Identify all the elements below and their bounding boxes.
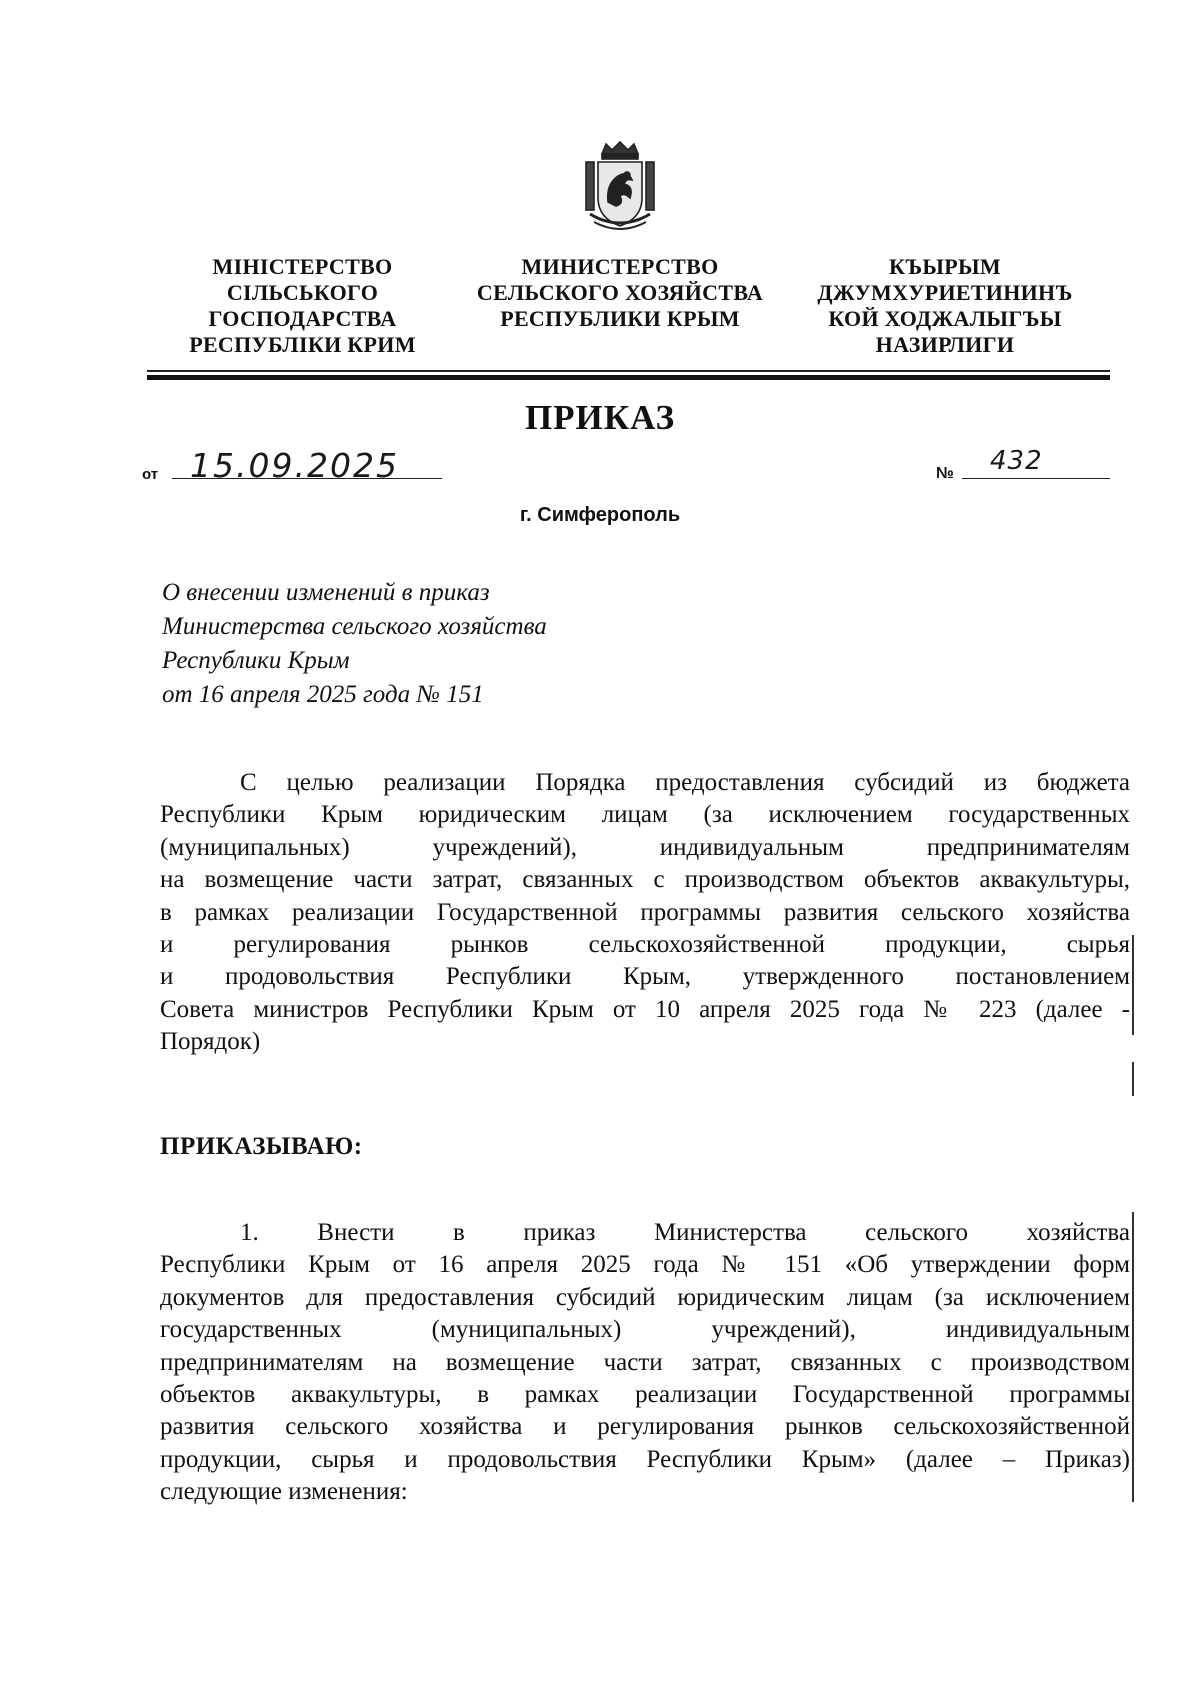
paragraph-line: 1. Внести в приказ Министерства сельского хозяйства — [240, 1219, 1130, 1246]
header-line: КЪЫРЫМ — [889, 254, 1001, 279]
paragraph-line: Республики Крым юридическим лицам (за исключением государственных — [160, 801, 1130, 829]
scan-artifact — [1132, 1062, 1134, 1096]
header-line: РЕСПУБЛІКИ КРИМ — [189, 332, 416, 357]
header-line: МИНИСТЕРСТВО — [521, 254, 719, 279]
subject-line: О внесении изменений в приказ — [162, 579, 490, 606]
header-line: ДЖУМХУРИЕТИНИНЪ — [817, 280, 1073, 305]
paragraph-line: и продовольствия Республики Крым, утвержденного постановлением — [160, 963, 1130, 991]
paragraph-line: предпринимателям на возмещение части затрат, связанных с производством — [160, 1348, 1130, 1376]
handwritten-number: 432 — [990, 446, 1043, 476]
paragraph-line: Порядок) — [160, 1028, 261, 1056]
scan-artifact — [1132, 1212, 1134, 1502]
paragraph-line: на возмещение части затрат, связанных с производством объектов аквакультуры, — [160, 866, 1130, 894]
header-line: СІЛЬСЬКОГО — [226, 280, 379, 305]
paragraph-line: (муниципальных) учреждений), индивидуальным предпринимателям — [160, 833, 1130, 861]
header-ukrainian — [155, 254, 450, 358]
document-title: ПРИКАЗ — [524, 398, 676, 437]
paragraph-line: государственных (муниципальных) учреждений), индивидуальным — [160, 1316, 1130, 1344]
paragraph-line: продукции, сырья и продовольствия Республики Крым» (далее – Приказ) — [160, 1445, 1130, 1473]
paragraph-line: Совета министров Республики Крым от 10 апреля 2025 года № 223 (далее - — [160, 995, 1130, 1023]
date-prefix: от — [142, 466, 159, 483]
subject-line: от 16 апреля 2025 года № 151 — [162, 681, 484, 708]
scan-artifact — [1132, 935, 1134, 1035]
header-line: СЕЛЬСКОГО ХОЗЯЙСТВА — [476, 280, 764, 305]
city: г. Симферополь — [519, 504, 681, 526]
paragraph-line: С целью реализации Порядка предоставления субсидий из бюджета — [240, 769, 1130, 796]
preamble-paragraph — [160, 767, 1130, 1059]
header-line: МІНІСТЕРСТВО — [212, 254, 393, 279]
header-line: КОЙ ХОДЖАЛЫГЪЫ — [828, 306, 1062, 331]
subject-block — [162, 576, 782, 712]
paragraph-line: развития сельского хозяйства и регулирования рынков сельскохозяйственной — [160, 1413, 1130, 1441]
paragraph-line: документов для предоставления субсидий юридическим лицам (за исключением — [160, 1283, 1130, 1311]
header-line: НАЗИРЛИГИ — [875, 332, 1015, 357]
paragraph-line: следующие изменения: — [160, 1478, 408, 1506]
paragraph-line: Республики Крым от 16 апреля 2025 года № 151 «Об утверждении форм — [160, 1251, 1130, 1279]
number-underline — [962, 478, 1110, 479]
header-line: ГОСПОДАРСТВА — [208, 306, 397, 331]
paragraph-line: в рамках реализации Государственной программы развития сельского хозяйства — [160, 898, 1130, 926]
header-divider-thick — [147, 375, 1110, 380]
order-word: ПРИКАЗЫВАЮ: — [160, 1133, 363, 1160]
number-prefix: № — [936, 465, 954, 482]
header-divider-thin — [147, 370, 1110, 372]
header-crimean-tatar — [795, 254, 1095, 358]
item-1-paragraph — [160, 1217, 1130, 1509]
paragraph-line: и регулирования рынков сельскохозяйственной продукции, сырья — [160, 930, 1130, 958]
paragraph-line: объектов аквакультуры, в рамках реализации Государственной программы — [160, 1380, 1130, 1408]
header-russian — [455, 254, 785, 332]
header-line: РЕСПУБЛИКИ КРЫМ — [500, 306, 740, 331]
subject-line: Республики Крым — [162, 647, 350, 674]
handwritten-date: 15.09.2025 — [190, 446, 399, 485]
subject-line: Министерства сельского хозяйства — [162, 613, 547, 640]
coat-of-arms-icon — [580, 140, 660, 235]
